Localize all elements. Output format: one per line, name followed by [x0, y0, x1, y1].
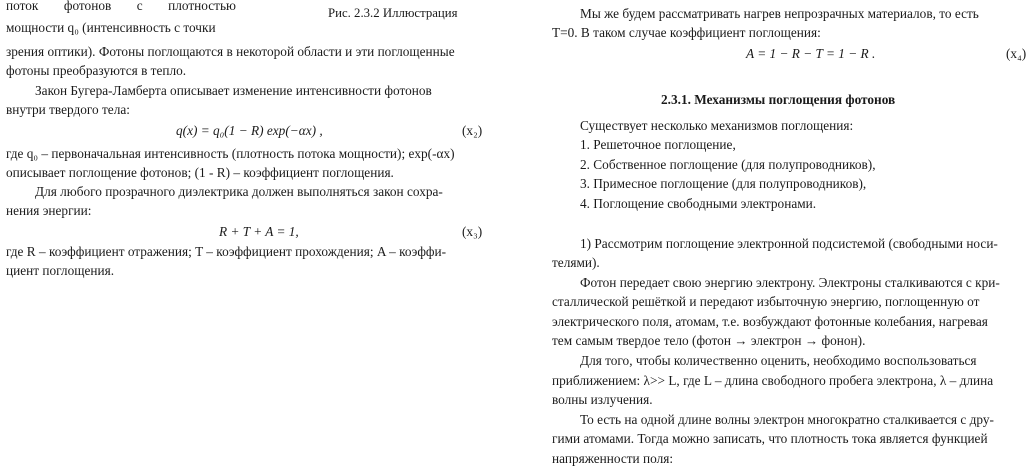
left-p2-line-1: Закон Бугера-Ламберта описывает изменение интенсивности фотонов [35, 83, 432, 98]
right-p5-line-3: напряженности поля: [552, 451, 674, 466]
equation-number-x3: (x₃) [462, 224, 483, 239]
equation-x3: R + T + A = 1, [219, 224, 299, 239]
right-p4-line-1: Для того, чтобы количественно оценить, необходимо воспользоваться [580, 353, 977, 368]
right-p3-line-3: электрического поля, атомам, т.е. возбуждают фотонные колебания, нагревая [552, 314, 988, 329]
left-p3-line-2: описывает поглощение фотонов; (1 - R) – коэффициент поглощения. [6, 165, 394, 180]
right-p2-line-1: 1) Рассмотрим поглощение электронной подсистемой (свободными носи- [580, 236, 998, 251]
left-p2-line-2: внутри твердого тела: [6, 102, 130, 117]
right-p4-line-2: приближением: λ>> L, где L – длина свободного пробега электрона, λ – длина [552, 373, 994, 388]
figure-caption: Рис. 2.3.2 Иллюстрация [328, 6, 458, 20]
word: поток [6, 0, 39, 13]
word: с [136, 0, 143, 13]
left-p1-line-2: фотоны преобразуются в тепло. [6, 63, 187, 78]
left-p5-line-1: где R – коэффициент отражения; T – коэффициент прохождения; A – коэффи- [6, 244, 447, 259]
list-item: 1. Решеточное поглощение, [580, 137, 736, 152]
left-top-line-2: мощности q₀ (интенсивность с точки [6, 20, 216, 35]
right-p2-line-2: телями). [552, 255, 600, 270]
right-p5-line-1: То есть на одной длине волны электрон многократно сталкивается с дру- [580, 412, 994, 427]
equation-number-x2: (x₂) [462, 123, 483, 138]
word: плотностью [168, 0, 236, 13]
right-p3-line-1: Фотон передает свою энергию электрону. Электроны сталкиваются с кри- [580, 275, 1000, 290]
right-intro: Существует несколько механизмов поглощения: [580, 118, 854, 133]
equation-x4: A = 1 − R − T = 1 − R . [746, 46, 876, 61]
left-p4-line-2: нения энергии: [6, 203, 92, 218]
list-item: 3. Примесное поглощение (для полупроводников), [580, 176, 867, 191]
right-p5-line-2: гими атомами. Тогда можно записать, что плотность тока является функцией [552, 431, 988, 446]
equation-x2: q(x) = q₀(1 − R) exp(−αx) , [176, 123, 323, 138]
right-p1-line-1: Мы же будем рассматривать нагрев непрозрачных материалов, то есть [580, 6, 979, 21]
left-top-line-1 [6, 0, 236, 15]
left-p5-line-2: циент поглощения. [6, 263, 115, 278]
right-p4-line-3: волны излучения. [552, 392, 653, 407]
section-heading: 2.3.1. Механизмы поглощения фотонов [661, 92, 896, 107]
right-p1-line-2: T=0. В таком случае коэффициент поглощения: [552, 25, 821, 40]
right-p3-line-4: тем самым твердое тело (фотон → электрон → фонон). [552, 333, 866, 348]
left-p4-line-1: Для любого прозрачного диэлектрика должен выполняться закон сохра- [35, 184, 443, 199]
list-item: 2. Собственное поглощение (для полупроводников), [580, 157, 876, 172]
list-item: 4. Поглощение свободными электронами. [580, 196, 817, 211]
equation-number-x4: (x₄) [1006, 46, 1027, 61]
word: фотонов [63, 0, 112, 13]
right-p3-line-2: сталлической решёткой и передают избыточную энергию, поглощенную от [552, 294, 980, 309]
left-p1-line-1: зрения оптики). Фотоны поглощаются в некоторой области и эти поглощенные [6, 44, 455, 59]
left-p3-line-1: где q₀ – первоначальная интенсивность (плотность потока мощности); exp(-αx) [6, 146, 455, 161]
